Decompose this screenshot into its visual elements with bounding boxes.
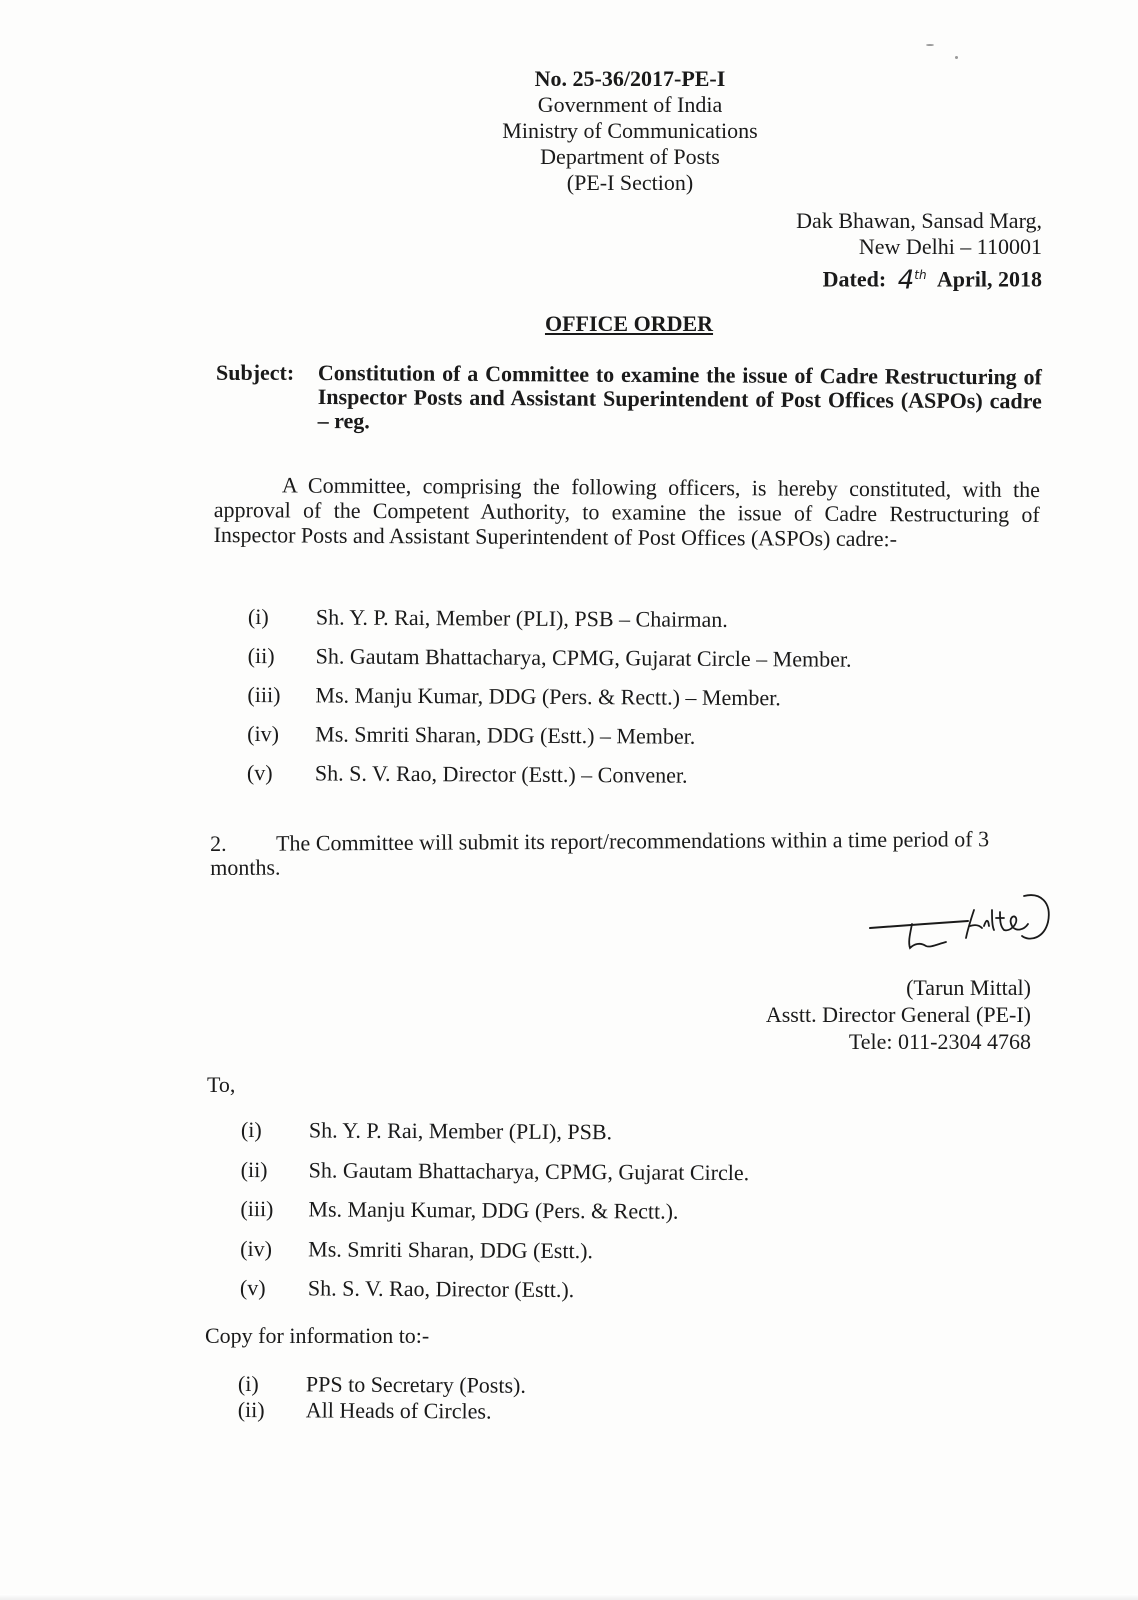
paragraph-2-number: 2. (209, 830, 227, 856)
paragraph-1: A Committee, comprising the following officers, is hereby constituted, with the approval of the Competent Authority, to examine the issue of Cadre Restructuring of Inspector Posts and Assistant Superintendent of Post Offices (ASPOs) cadre:- (213, 472, 1040, 552)
department-line: Department of Posts (540, 144, 720, 169)
paragraph-2-text: The Committee will submit its report/recommendations within a time period of 3 months. (210, 826, 990, 880)
list-item-text: Sh. Gautam Bhattacharya, CPMG, Gujarat Circle. (308, 1156, 750, 1185)
list-item-number: (i) (247, 604, 269, 630)
signatory-phone: Tele: 011-2304 4768 (848, 1029, 1031, 1054)
signatory-name: (Tarun Mittal) (906, 975, 1031, 1000)
dated-day: 4 (897, 265, 915, 296)
address-line-2: New Delhi – 110001 (858, 234, 1042, 259)
list-item-number: (iv) (247, 720, 280, 747)
list-item-number: (iii) (247, 681, 281, 708)
government-line: Government of India (537, 92, 723, 117)
list-item-number: (i) (240, 1117, 262, 1143)
committee-list (246, 604, 852, 799)
letterhead (420, 66, 840, 196)
address-line-1: Dak Bhawan, Sansad Marg, (796, 208, 1042, 233)
paragraph-2 (210, 827, 1040, 880)
list-item-text: Sh. S. V. Rao, Director (Estt.) – Convener. (314, 760, 688, 788)
signatory-block (766, 974, 1031, 1055)
list-item-text: Sh. Y. P. Rai, Member (PLI), PSB – Chairman. (315, 604, 728, 632)
dated-label: Dated: (822, 266, 887, 292)
subject-text: Constitution of a Committee to examine the issue of Cadre Restructuring of Inspector Posts and Assistant Superintendent of Post Offices (ASPOs) cadre – reg. (317, 360, 1042, 434)
list-item-text: Sh. S. V. Rao, Director (Estt.). (307, 1275, 575, 1303)
list-item-number: (v) (246, 759, 273, 786)
subject-label: Subject: (216, 360, 295, 385)
copy-label: Copy for information to:- (205, 1323, 430, 1348)
list-item-number: (ii) (240, 1156, 268, 1182)
list-item-text: Sh. Gautam Bhattacharya, CPMG, Gujarat Circle – Member. (315, 643, 852, 672)
list-item-text: Sh. Y. P. Rai, Member (PLI), PSB. (308, 1117, 613, 1145)
recipient-list (239, 1117, 750, 1314)
scan-speck (926, 44, 934, 46)
list-item-number: (ii) (247, 642, 275, 669)
list-item-number: (ii) (237, 1396, 265, 1423)
scan-speck (955, 56, 958, 59)
handwritten-day (898, 262, 927, 294)
signatory-designation: Asstt. Director General (PE-I) (765, 1002, 1031, 1027)
list-item-text: Ms. Smriti Sharan, DDG (Estt.). (308, 1235, 594, 1263)
subject-block (216, 361, 1042, 433)
list-item-text: Ms. Manju Kumar, DDG (Pers. & Rectt.). (308, 1196, 679, 1224)
ministry-line: Ministry of Communications (502, 118, 758, 143)
address-block (796, 208, 1042, 296)
to-label: To, (207, 1072, 236, 1097)
dated-rest: April, 2018 (936, 266, 1042, 292)
list-item-text: Ms. Smriti Sharan, DDG (Estt.) – Member. (315, 721, 696, 749)
list-item-text: Ms. Manju Kumar, DDG (Pers. & Rectt.) – Member. (315, 682, 781, 711)
section-line: (PE-I Section) (566, 170, 694, 195)
order-title: OFFICE ORDER (544, 311, 714, 336)
list-item-number: (iv) (240, 1235, 273, 1261)
scan-edge (0, 1594, 1138, 1600)
list-item-text: PPS to Secretary (Posts). (305, 1371, 526, 1398)
list-item-text: All Heads of Circles. (305, 1397, 492, 1424)
signature (868, 888, 1058, 960)
list-item-number: (v) (239, 1274, 266, 1301)
file-number: No. 25-36/2017-PE-I (534, 66, 726, 91)
dated-suffix: th (914, 268, 927, 282)
date-line (796, 260, 1042, 296)
list-item-number: (iii) (240, 1195, 274, 1222)
list-item-number: (i) (237, 1371, 259, 1397)
